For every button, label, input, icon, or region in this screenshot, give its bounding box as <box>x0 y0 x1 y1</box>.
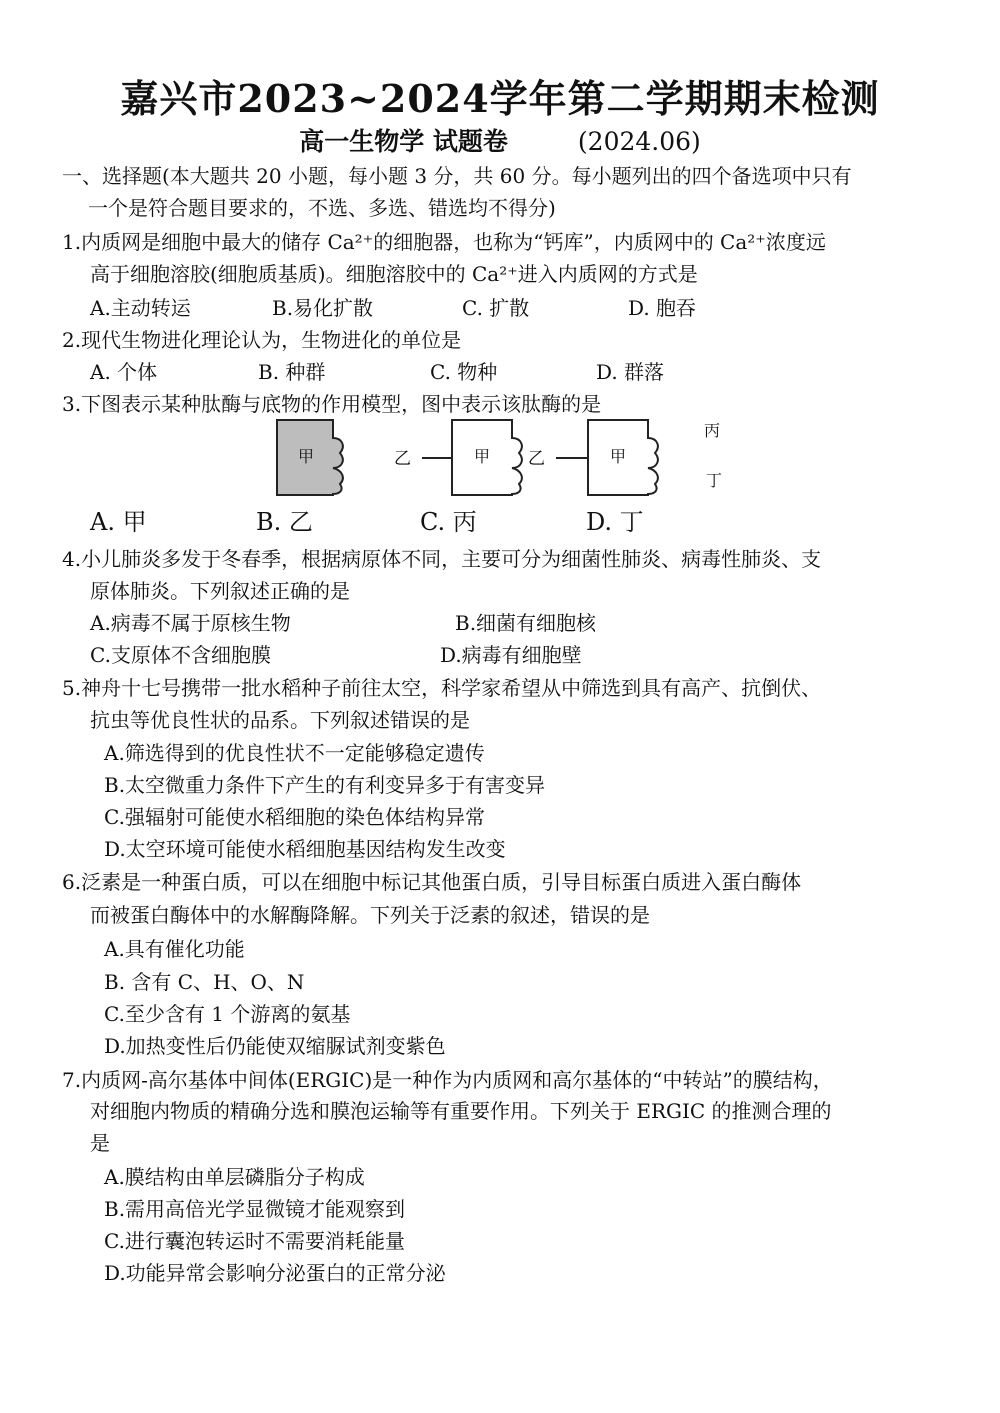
question-1-option-a: A.主动转运 <box>90 296 191 320</box>
question-1-option-d: D. 胞吞 <box>628 296 697 320</box>
question-3-stem: 3.下图表示某种肽酶与底物的作用模型，图中表示该肽酶的是 <box>62 392 602 416</box>
question-4-stem-cont: 原体肺炎。下列叙述正确的是 <box>90 579 350 603</box>
question-2-option-c: C. 物种 <box>430 360 498 384</box>
question-5-stem: 5.神舟十七号携带一批水稻种子前往太空，科学家希望从中筛选到具有高产、抗倒伏、 <box>62 676 822 700</box>
question-5-option-d: D.太空环境可能使水稻细胞基因结构发生改变 <box>104 837 506 861</box>
question-2-option-a: A. 个体 <box>90 360 158 384</box>
label-bing: 丙 <box>704 421 721 440</box>
exam-date: (2024.06) <box>577 127 701 156</box>
question-1-stem: 1.内质网是细胞中最大的储存 Ca²⁺的细胞器，也称为“钙库”，内质网中的 Ca²⁺浓度远 <box>62 230 826 254</box>
question-6-option-b: B. 含有 C、H、O、N <box>104 970 305 994</box>
question-6-option-c: C.至少含有 1 个游离的氨基 <box>104 1002 351 1026</box>
question-5-stem-cont: 抗虫等优良性状的品系。下列叙述错误的是 <box>90 708 470 732</box>
question-3-option-c: C. 丙 <box>420 508 477 536</box>
section-heading-cont: 一个是符合题目要求的，不选、多选、错选均不得分) <box>88 196 556 220</box>
question-5-option-b: B.太空微重力条件下产生的有利变异多于有害变异 <box>104 773 546 797</box>
question-3-option-b: B. 乙 <box>256 508 313 536</box>
question-7-stem-end: 是 <box>90 1131 110 1155</box>
subject-title: 高一生物学 试题卷 <box>299 127 508 156</box>
question-4-stem: 4.小儿肺炎多发于冬春季，根据病原体不同，主要可分为细菌性肺炎、病毒性肺炎、支 <box>62 547 822 571</box>
question-5-option-a: A.筛选得到的优良性状不一定能够稳定遗传 <box>104 741 485 765</box>
question-4-option-a: A.病毒不属于原核生物 <box>90 611 291 635</box>
question-4-option-d: D.病毒有细胞壁 <box>440 643 582 667</box>
exam-title: 嘉兴市2023~2024学年第二学期期末检测 <box>120 76 880 121</box>
label-ding: 丁 <box>706 471 723 490</box>
question-7-option-a: A.膜结构由单层磷脂分子构成 <box>104 1165 365 1189</box>
label-jia-middle: 甲 <box>474 447 491 466</box>
question-2-option-b: B. 种群 <box>258 360 326 384</box>
question-7-option-c: C.进行囊泡转运时不需要消耗能量 <box>104 1229 405 1253</box>
question-1-option-c: C. 扩散 <box>462 296 530 320</box>
label-jia-left: 甲 <box>298 447 315 466</box>
question-6-option-a: A.具有催化功能 <box>104 937 245 961</box>
question-2-option-d: D. 群落 <box>596 360 665 384</box>
question-3-option-a: A. 甲 <box>90 508 147 536</box>
question-1-option-b: B.易化扩散 <box>272 296 374 320</box>
question-6-stem-cont: 而被蛋白酶体中的水解酶降解。下列关于泛素的叙述，错误的是 <box>90 903 650 927</box>
question-2-stem: 2.现代生物进化理论认为，生物进化的单位是 <box>62 328 462 352</box>
question-6-stem: 6.泛素是一种蛋白质，可以在细胞中标记其他蛋白质，引导目标蛋白质进入蛋白酶体 <box>62 870 802 894</box>
question-4-option-b: B.细菌有细胞核 <box>455 611 597 635</box>
question-3-option-d: D. 丁 <box>586 508 644 536</box>
question-5-option-c: C.强辐射可能使水稻细胞的染色体结构异常 <box>104 805 485 829</box>
label-yi-right: 乙 <box>528 449 545 469</box>
question-7-option-b: B.需用高倍光学显微镜才能观察到 <box>104 1197 406 1221</box>
section-heading: 一、选择题(本大题共 20 小题，每小题 3 分，共 60 分。每小题列出的四个备选项中只有 <box>62 164 852 188</box>
question-4-option-c: C.支原体不含细胞膜 <box>90 643 271 667</box>
question-7-stem: 7.内质网-高尔基体中间体(ERGIC)是一种作为内质网和高尔基体的“中转站”的膜结构， <box>62 1068 833 1092</box>
label-yi-left: 乙 <box>394 449 411 469</box>
label-jia-right: 甲 <box>610 447 627 466</box>
question-1-stem-cont: 高于细胞溶胶(细胞质基质)。细胞溶胶中的 Ca²⁺进入内质网的方式是 <box>90 262 698 286</box>
question-7-stem-cont: 对细胞内物质的精确分选和膜泡运输等有重要作用。下列关于 ERGIC 的推测合理的 <box>90 1099 832 1123</box>
question-6-option-d: D.加热变性后仍能使双缩脲试剂变紫色 <box>104 1034 446 1058</box>
question-7-option-d: D.功能异常会影响分泌蛋白的正常分泌 <box>104 1261 446 1285</box>
